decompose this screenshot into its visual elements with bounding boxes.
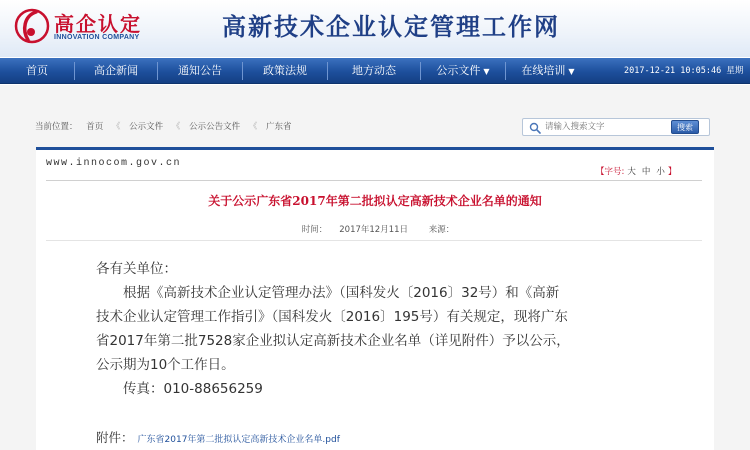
breadcrumb-item-home[interactable]: 首页: [86, 122, 104, 132]
salutation: 各有关单位：: [96, 261, 177, 277]
attachment: [96, 428, 340, 446]
logo-text-cn: 高企认定: [54, 12, 142, 36]
article-meta: [0, 223, 750, 235]
article-body: [96, 257, 656, 401]
divider: [46, 240, 702, 241]
breadcrumb-separator: 《: [111, 122, 121, 132]
breadcrumb-separator: 《: [248, 122, 258, 132]
search-icon: [529, 122, 541, 134]
panel-top-border: [36, 147, 714, 150]
nav-item-local-news[interactable]: 地方动态: [352, 64, 396, 77]
dropdown-caret-icon: ▼: [483, 67, 490, 76]
site-logo[interactable]: [14, 6, 164, 48]
paragraph-line: 技术企业认定管理工作指引》（国科发火〔2016〕195号）有关规定，现将广东: [96, 309, 568, 325]
breadcrumb-item-public-files[interactable]: 公示文件: [129, 122, 164, 132]
breadcrumb-prefix: 当前位置：: [35, 122, 78, 132]
logo-mark-icon: [14, 6, 50, 46]
breadcrumb-separator: 《: [171, 122, 181, 132]
current-datetime: 2017-12-21 10:05:46 星期: [624, 66, 744, 76]
time-label: 时间：: [301, 225, 328, 235]
article-title: 关于公示广东省2017年第二批拟认定高新技术企业名单的通知: [208, 194, 542, 208]
font-size-medium[interactable]: 中: [641, 167, 651, 177]
font-size-large[interactable]: 大: [627, 167, 636, 177]
attachment-link[interactable]: 广东省2017年第二批拟认定高新技术企业名单.pdf: [137, 435, 340, 445]
nav-item-public-files[interactable]: 公示文件 ▼: [436, 64, 490, 77]
font-size-switcher: [596, 165, 676, 177]
fax-number: 传真：010-88656259: [123, 381, 263, 397]
font-size-prefix: 【字号:: [596, 167, 625, 177]
nav-item-notices[interactable]: 通知公告: [178, 64, 222, 77]
site-header: [0, 0, 750, 57]
font-size-small[interactable]: 小: [656, 167, 665, 177]
site-url: www.innocom.gov.cn: [46, 158, 182, 169]
attachment-label: 附件：: [96, 430, 134, 445]
main-nav: [0, 58, 750, 84]
breadcrumb-item-announcements[interactable]: 公示公告文件: [189, 122, 241, 132]
logo-text-en: INNOVATION COMPANY: [54, 34, 140, 41]
search-button[interactable]: 搜索: [671, 120, 699, 134]
site-title: 高新技术企业认定管理工作网: [222, 12, 560, 41]
publish-date: 2017年12月11日: [339, 225, 409, 235]
nav-item-policies[interactable]: 政策法规: [263, 64, 307, 77]
paragraph-line: 根据《高新技术企业认定管理办法》（国科发火〔2016〕32号）和《高新: [123, 285, 560, 301]
nav-item-online-training[interactable]: 在线培训 ▼: [521, 64, 575, 77]
source-label: 来源：: [428, 225, 455, 235]
search-input[interactable]: [545, 120, 665, 134]
breadcrumb: [35, 120, 298, 132]
nav-item-home[interactable]: 首页: [26, 64, 48, 77]
breadcrumb-item-guangdong[interactable]: 广东省: [266, 122, 292, 132]
nav-item-news[interactable]: 高企新闻: [94, 64, 138, 77]
divider: [46, 180, 702, 181]
font-size-suffix: 】: [667, 167, 677, 177]
paragraph-line: 省2017年第二批7528家企业拟认定高新技术企业名单（详见附件）予以公示，: [96, 333, 570, 349]
paragraph-line: 公示期为10个工作日。: [96, 357, 235, 373]
dropdown-caret-icon: ▼: [568, 67, 575, 76]
